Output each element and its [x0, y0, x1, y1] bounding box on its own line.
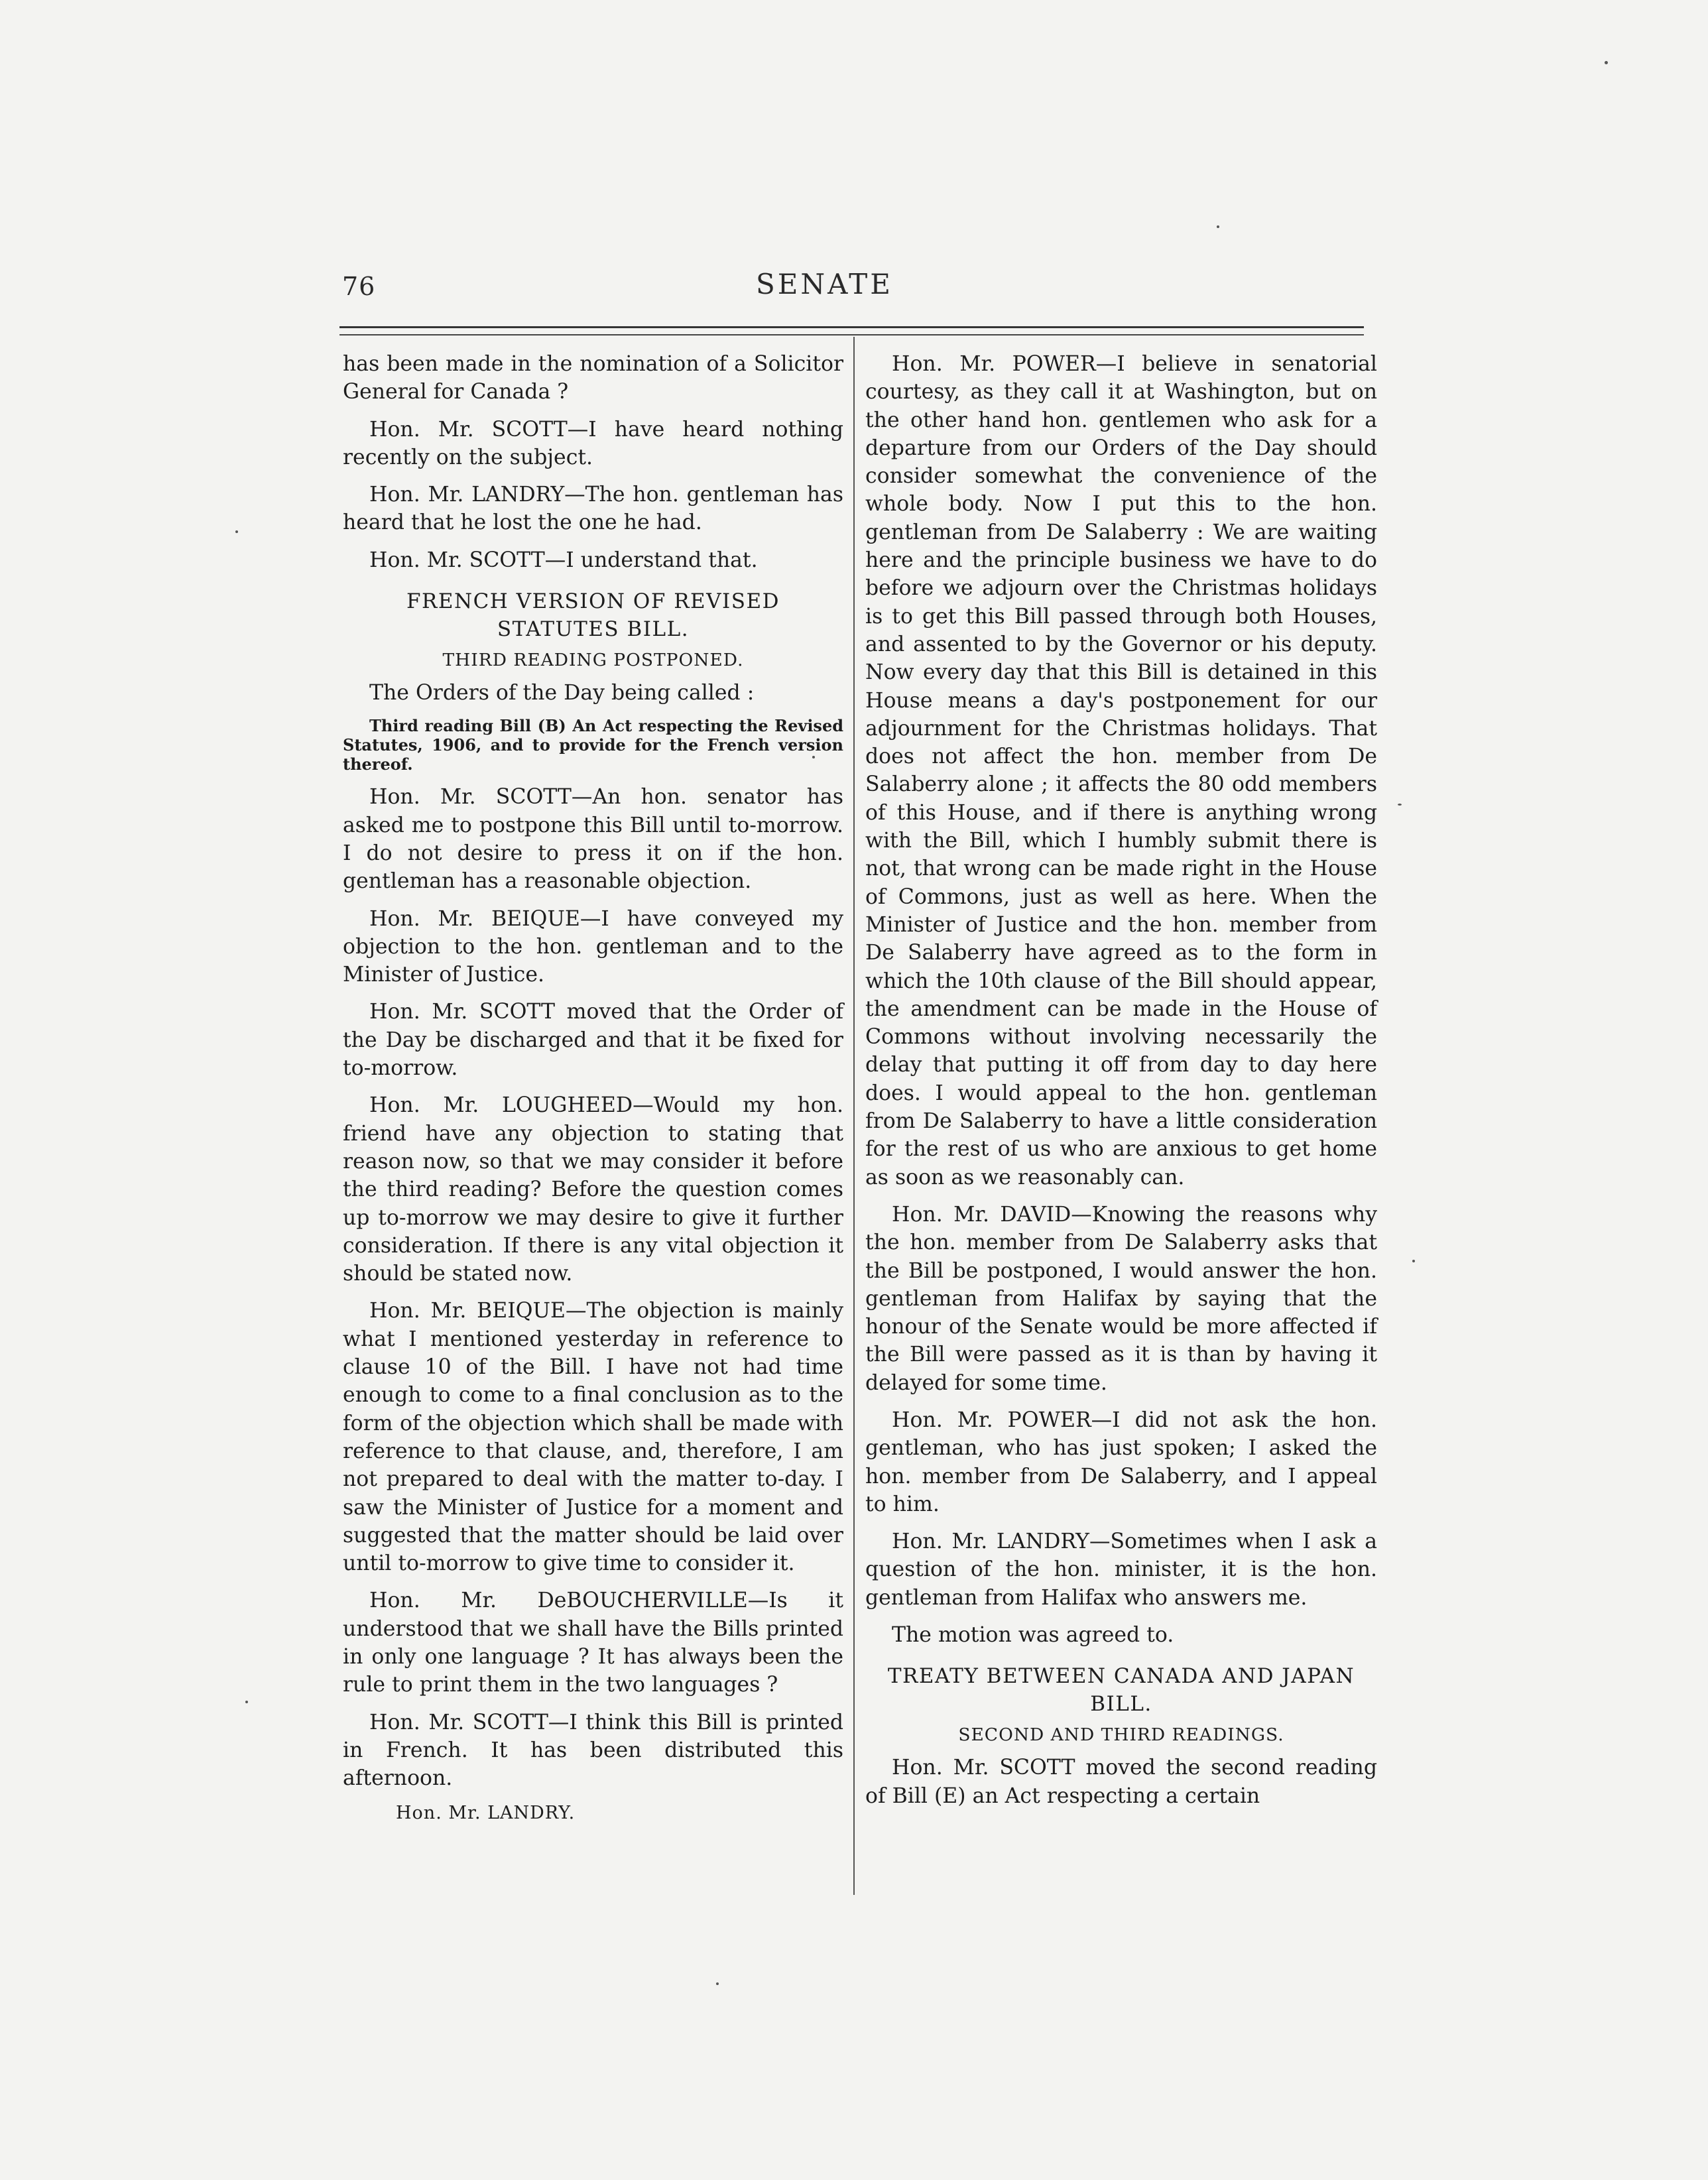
header-rule-bottom: [339, 334, 1364, 335]
paragraph: Hon. Mr. DeBOUCHERVILLE—Is it understood that we shall have the Bills printed in only one language ? It has always been the rule to print them in the two languages ?: [343, 1589, 843, 1697]
paragraph: Hon. Mr. LANDRY—The hon. gentleman has heard that he lost the one he had.: [343, 483, 843, 535]
page-number: 76: [342, 272, 376, 301]
column-divider: [853, 337, 855, 1895]
paragraph: Hon. Mr. SCOTT moved the second reading of Bill (E) an Act respecting a certain: [865, 1756, 1377, 1808]
scan-speck: [1412, 1260, 1415, 1262]
paragraph: Hon. Mr. SCOTT—An hon. senator has asked me to postpone this Bill until to-morrow. I do not desire to press it on if the hon. gentleman has a reasonable objection.: [343, 785, 843, 894]
section-heading: TREATY BETWEEN CANADA AND JAPAN BILL.: [887, 1664, 1355, 1717]
catchword-footer: Hon. Mr. LANDRY.: [396, 1803, 576, 1824]
scan-speck: [1398, 804, 1402, 806]
paragraph: Hon. Mr. POWER—I did not ask the hon. gentleman, who has just spoken; I asked the hon. member from De Salaberry, and I appeal to him.: [865, 1408, 1377, 1516]
paragraph: Hon. Mr. LOUGHEED—Would my hon. friend have any objection to stating that reason now, so that we may consider it before the third reading? Before the question comes up to-morrow we may desire to give it further consideration. If there is any vital objection it should be stated now.: [343, 1093, 843, 1286]
paragraph: Hon. Mr. SCOTT—I have heard nothing recently on the subject.: [343, 417, 843, 469]
paragraph: Hon. Mr. POWER—I believe in senatorial courtesy, as they call it at Washington, but on the other hand hon. gentlemen who ask for a departure from our Orders of the Day should consider somewhat the convenience of the whole body. Now I put this to the hon. gentleman from De Salaberry : We are waiting here and the principle business we have to do before we adjourn over the Christmas holidays is to get this Bill passed through both Houses, and assented to by the Governor or his deputy. Now every day that this Bill is detained in this House means a day's postponement for our adjournment for the Christmas holidays. That does not affect the hon. member from De Salaberry alone ; it affects the 80 odd members of this House, and if there is anything wrong with the Bill, which I humbly submit there is not, that wrong can be made right in the House of Commons, just as well as here. When the Minister of Justice and the hon. member from De Salaberry have agreed as to the form in which the 10th clause of the Bill should appear, the amendment can be made in the House of Commons without involving necessarily the delay that putting it off from day to day here does. I would appeal to the hon. gentleman from De Salaberry to have a little consideration for the rest of us who are anxious to get home as soon as we reasonably can.: [865, 352, 1377, 1189]
scan-speck: [716, 1982, 719, 1985]
paragraph: Hon. Mr. SCOTT—I think this Bill is printed in French. It has been distributed this afternoon.: [343, 1710, 843, 1791]
scan-speck: [235, 530, 238, 533]
section-heading: FRENCH VERSION OF REVISED STATUTES BILL.: [406, 589, 780, 642]
paragraph: The motion was agreed to.: [892, 1623, 1174, 1648]
left-column: [343, 350, 843, 1835]
paragraph: Hon. Mr. BEIQUE—The objection is mainly what I mentioned yesterday in reference to clause 10 of the Bill. I have not had time enough to come to a final conclusion as to the form of the objection which shall be made with reference to that clause, and, therefore, I am not prepared to deal with the matter to-day. I saw the Minister of Justice for a moment and suggested that the matter should be laid over until to-morrow to give time to consider it.: [343, 1299, 843, 1576]
order-of-day-text: Third reading Bill (B) An Act respecting the Revised Statutes, 1906, and to provide for the French version thereof.: [343, 716, 843, 774]
section-subheading: THIRD READING POSTPONED.: [442, 650, 744, 671]
paragraph: has been made in the nomination of a Solicitor General for Canada ?: [343, 352, 843, 404]
paragraph: Hon. Mr. SCOTT moved that the Order of the Day be discharged and that it be fixed for to-morrow.: [343, 1000, 843, 1081]
paragraph: Hon. Mr. BEIQUE—I have conveyed my objection to the hon. gentleman and to the Minister of Justice.: [343, 906, 843, 987]
running-header-title: SENATE: [756, 268, 893, 300]
header-rule-top: [339, 326, 1364, 328]
paragraph: Hon. Mr. LANDRY—Sometimes when I ask a question of the hon. minister, it is the hon. gentleman from Halifax who answers me.: [865, 1530, 1377, 1610]
scan-speck: [245, 1701, 248, 1703]
scan-speck: [1605, 61, 1608, 64]
right-column: [865, 350, 1377, 1819]
section-subheading: SECOND AND THIRD READINGS.: [958, 1725, 1284, 1746]
paragraph: Hon. Mr. DAVID—Knowing the reasons why the hon. member from De Salaberry asks that the Bill be postponed, I would answer the hon. gentleman from Halifax by saying that the honour of the Senate would be more affected if the Bill were passed as it is than by having it delayed for some time.: [865, 1202, 1377, 1395]
scan-speck: [812, 756, 815, 758]
paragraph: The Orders of the Day being called :: [369, 681, 755, 705]
paragraph: Hon. Mr. SCOTT—I understand that.: [369, 548, 758, 572]
scan-speck: [1217, 225, 1219, 228]
